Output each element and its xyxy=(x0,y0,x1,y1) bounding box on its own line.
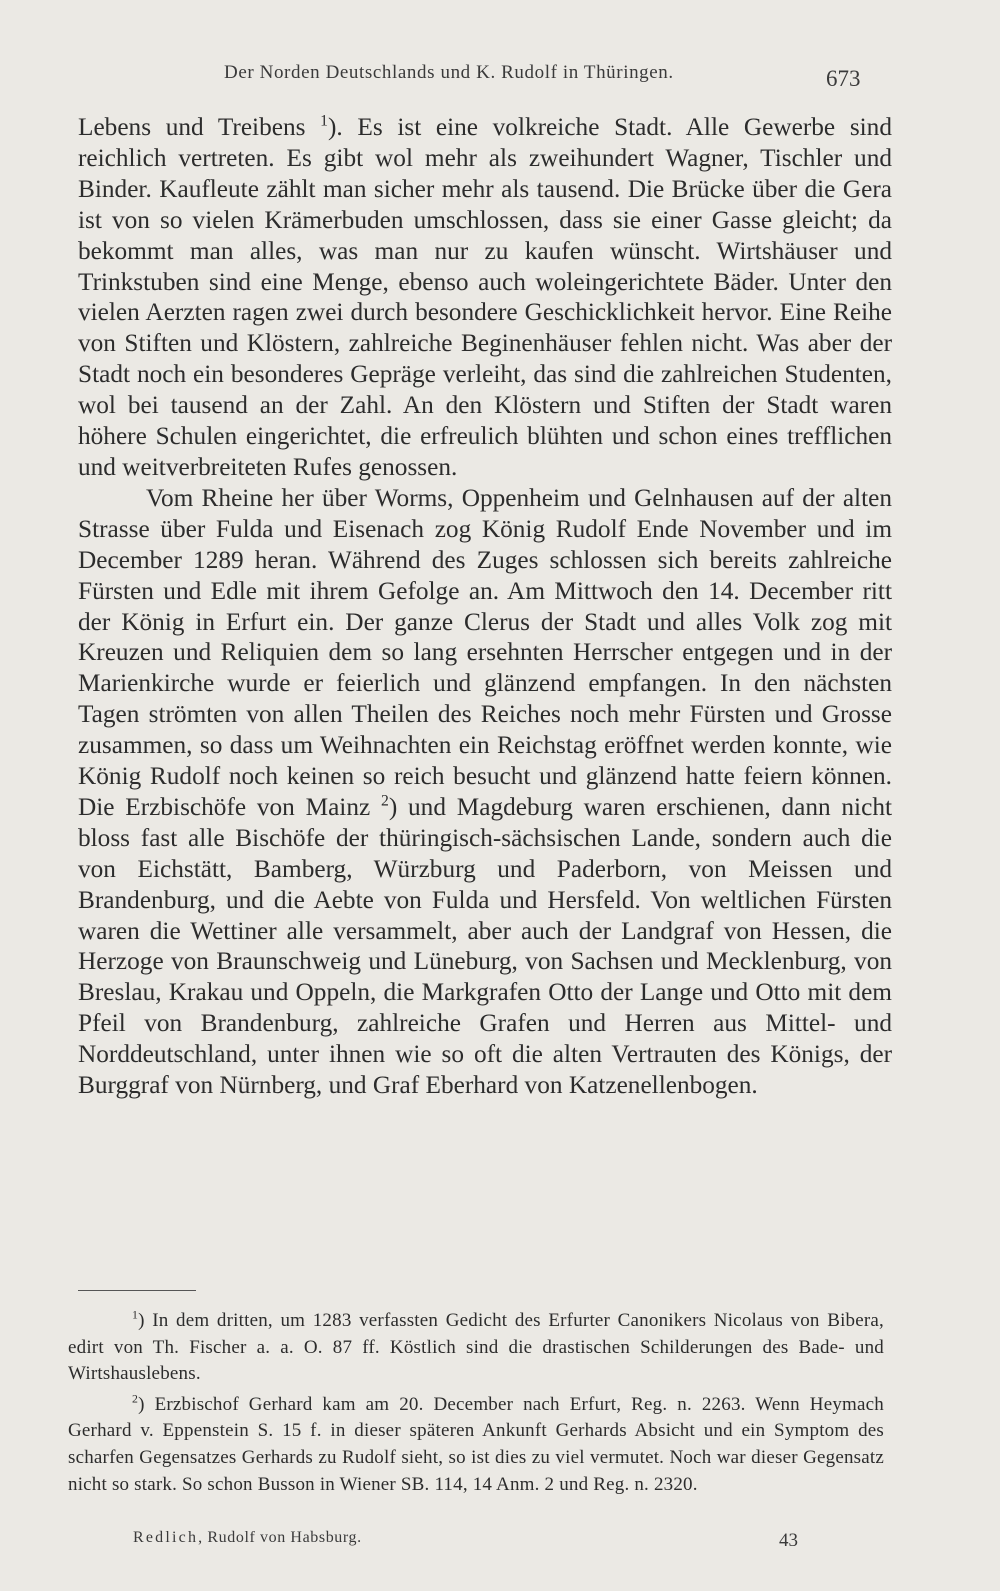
footnotes xyxy=(68,1308,884,1502)
sheet-number: 43 xyxy=(779,1530,798,1551)
page-number: 673 xyxy=(826,66,861,91)
footnote-2-marker: 2 xyxy=(132,1392,139,1406)
footnote-1-text: ) In dem dritten, um 1283 verfassten Gedicht des Erfurter Canonikers Nicolaus von Bibera, edirt von Th. Fischer a. a. O. 87 ff. Köstlich sind die drastischen Schilderungen des Bade- und Wirtshauslebens. xyxy=(68,1310,884,1385)
footnote-2-text: ) Erzbischof Gerhard kam am 20. December nach Erfurt, Reg. n. 2263. Wenn Heymach Gerhard v. Eppenstein S. 15 f. in dieser späteren Ankunft Gerhards Absicht und ein Symptom des scharfen Gegensatzes Gerhards zu Rudolf sieht, so ist dies zu viel vermutet. Noch war dieser Gegensatz nicht so stark. So schon Busson in Wiener SB. 114, 14 Anm. 2 und Reg. n. 2320. xyxy=(68,1393,884,1495)
paragraph-1 xyxy=(78,112,892,483)
footnote-ref-2: 2 xyxy=(380,792,389,810)
paragraph-1-text-a: Lebens und Treibens xyxy=(78,113,306,141)
paragraph-2-text-b: ) und Magdeburg waren erschienen, dann nicht bloss fast alle Bischöfe der thüringisch-sächsischen Lande, sondern auch die von Eichstätt, Bamberg, Würzburg und Paderborn, von Meissen und Brandenburg, und die Aebte von Fulda und Hersfeld. Von weltlichen Fürsten waren die Wettiner alle versammelt, aber auch der Landgraf von Hessen, die Herzoge von Braunschweig und Lüneburg, von Sachsen und Mecklenburg, von Breslau, Krakau und Oppeln, die Markgrafen Otto der Lange und Otto mit dem Pfeil von Brandenburg, zahlreiche Grafen und Herren aus Mittel- und Norddeutschland, unter ihnen wie so oft die alten Vertrauten des Königs, der Burggraf von Nürnberg, und Graf Eberhard von Katzenellenbogen. xyxy=(78,792,892,1100)
footnote-divider xyxy=(78,1290,196,1291)
paragraph-1-text-b: ). Es ist eine volkreiche Stadt. Alle Gewerbe sind reichlich vertreten. Es gibt wol mehr als zweihundert Wagner, Tischler und Binder. Kaufleute zählt man sicher mehr als tausend. Die Brücke über die Gera ist von so vielen Krämerbuden umschlossen, dass sie einer Gasse gleicht; da bekommt man alles, was man nur zu kaufen wünscht. Wirtshäuser und Trinkstuben sind eine Menge, ebenso auch woleingerichtete Bäder. Unter den vielen Aerzten ragen zwei durch besondere Geschicklichkeit hervor. Eine Reihe von Stiften und Klöstern, zahlreiche Beginenhäuser fehlen nicht. Was aber der Stadt noch ein besonderes Gepräge verleiht, das sind die zahlreichen Studenten, wol bei tausend an der Zahl. An den Klöstern und Stiften der Stadt waren höhere Schulen eingerichtet, die erfreulich blühten und schon eines trefflichen und weitverbreiteten Rufes genossen. xyxy=(78,113,892,481)
footnote-ref-1: 1 xyxy=(320,112,328,130)
main-text xyxy=(78,112,892,1101)
signature-book-title: , Rudolf von Habsburg. xyxy=(198,1529,362,1546)
signature-author: Redlich xyxy=(133,1529,199,1546)
running-title: Der Norden Deutschlands und K. Rudolf in Thüringen. xyxy=(224,62,674,83)
footnote-2 xyxy=(68,1392,884,1498)
footnote-1-marker: 1 xyxy=(132,1308,139,1322)
paragraph-2-text-a: Vom Rheine her über Worms, Oppenheim und Gelnhausen auf der alten Strasse über Fulda und Eisenach zog König Rudolf Ende November und im December 1289 heran. Während des Zuges schlossen sich bereits zahlreiche Fürsten und Edle mit ihrem Gefolge an. Am Mittwoch den 14. December ritt der König in Erfurt ein. Der ganze Clerus der Stadt und alles Volk zog mit Kreuzen und Reliquien dem so lang ersehnten Herrscher entgegen und in der Marienkirche wurde er feierlich und glänzend empfangen. In den nächsten Tagen strömten von allen Theilen des Reiches noch mehr Fürsten und Grosse zusammen, so dass um Weihnachten ein Reichstag eröffnet werden konnte, wie König Rudolf noch keinen so reich besucht und glänzend hatte feiern können. Die Erzbischöfe von Mainz xyxy=(78,483,892,821)
footnote-1 xyxy=(68,1308,884,1388)
paragraph-2 xyxy=(78,483,892,1101)
printer-signature xyxy=(133,1529,362,1547)
